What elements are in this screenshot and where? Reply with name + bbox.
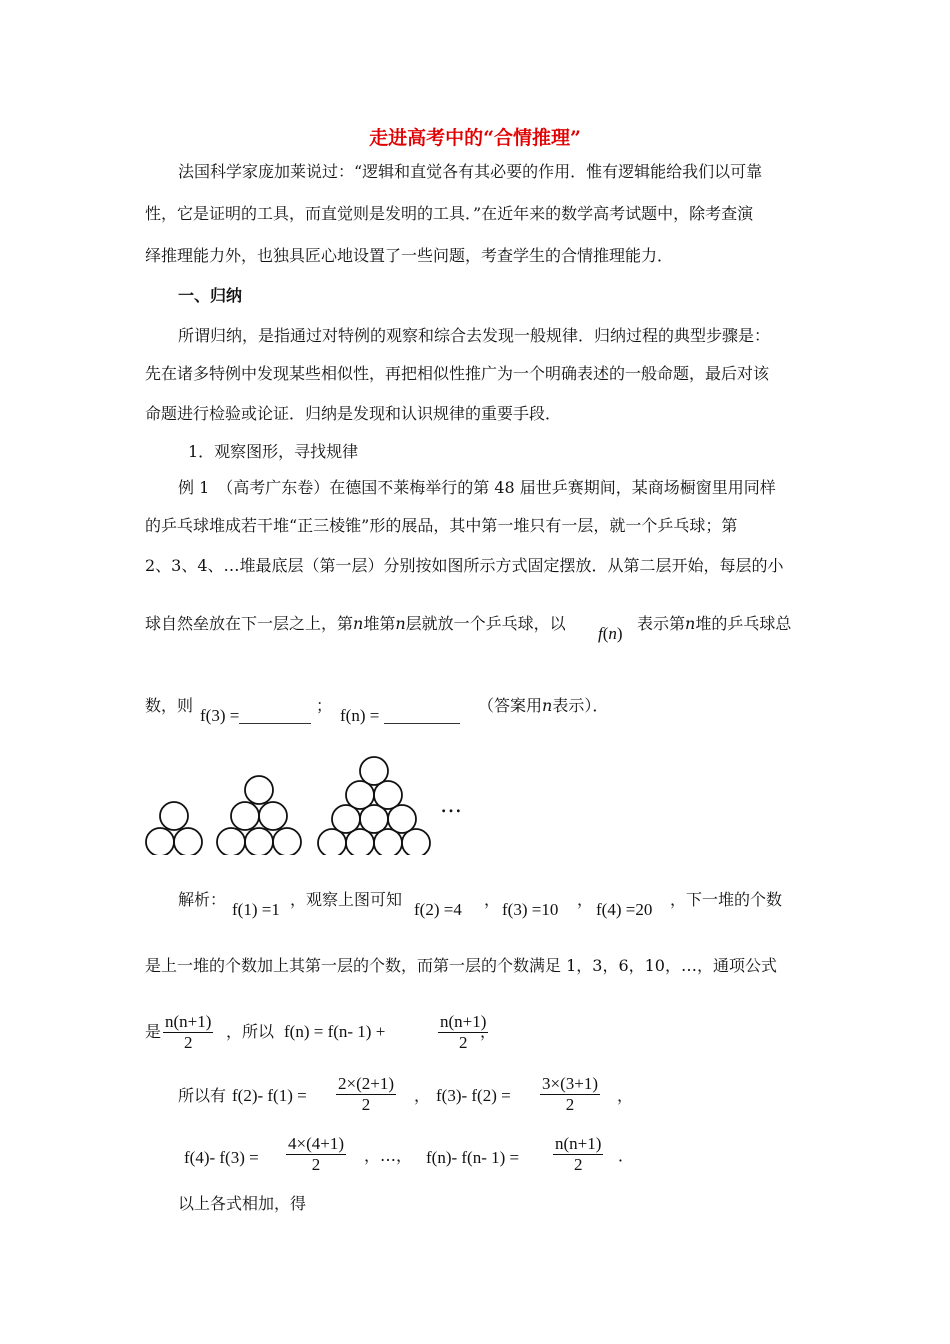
ball (174, 828, 202, 855)
comma: ， (577, 890, 594, 909)
example-text: 表示第 (637, 614, 686, 633)
ball (217, 828, 245, 855)
example-line-4 (145, 614, 566, 634)
section-body-line-3: 命题进行检验或论证．归纳是发现和认识规律的重要手段． (145, 404, 562, 423)
semicolon: ； (316, 696, 333, 715)
intro-line-3: 绎推理能力外，也独具匠心地设置了一些问题，考查学生的合情推理能力． (145, 246, 674, 265)
fraction-denominator: 2 (565, 1095, 575, 1114)
example-text: 堆的乒乓球总 (695, 614, 792, 633)
var-n: n (395, 614, 406, 633)
example-line-3: 2、3、4、…堆最底层（第一层）分别按如图所示方式固定摆放．从第二层开始，每层的小 (145, 556, 784, 575)
fraction-denominator: 2 (183, 1033, 193, 1052)
formula-diff-4-3: f(4)- f(3) = (184, 1148, 259, 1167)
period: ． (618, 1146, 635, 1165)
figure-ellipsis: … (440, 793, 464, 818)
ball (231, 802, 259, 830)
fraction-denominator: 2 (458, 1033, 468, 1052)
solution-observe: ，观察上图可知 (290, 890, 403, 909)
example-text: （答案用 (478, 696, 543, 715)
comma: ， (484, 890, 501, 909)
ball (146, 828, 174, 855)
answer-blank-2 (384, 711, 460, 724)
solution-line-2: 是上一堆的个数加上其第一层的个数，而第一层的个数满足 1，3，6，10，…，通项公式 (145, 956, 777, 975)
example-text: 表示）． (552, 696, 609, 715)
ball (259, 802, 287, 830)
pingpong-stacks-figure (0, 755, 950, 855)
ball (374, 829, 402, 855)
formula-diff-3-2: f(3)- f(2) = (436, 1086, 511, 1105)
fraction-numerator: n(n+1) (165, 1012, 212, 1031)
formula-f4: f(4) =20 (596, 900, 653, 919)
fraction-denominator: 2 (311, 1155, 321, 1174)
fraction-numerator: 3×(3+1) (542, 1074, 598, 1093)
intro-line-1: 法国科学家庞加莱说过：“逻辑和直觉各有其必要的作用．惟有逻辑能给我们以可靠 (178, 162, 763, 181)
ball (273, 828, 301, 855)
formula-diff-2-1: f(2)- f(1) = (232, 1086, 307, 1105)
example-line-2: 的乒乓球堆成若干堆“正三棱锥”形的展品，其中第一堆只有一层，就一个乒乓球；第 (145, 516, 738, 535)
fraction-diff-n (553, 1134, 603, 1175)
fraction-diff-4-3 (286, 1134, 346, 1175)
subsection-heading: 1．观察图形，寻找规律 (188, 442, 359, 461)
ball (346, 829, 374, 855)
fraction-numerator: 4×(4+1) (288, 1134, 344, 1153)
example-line-5 (145, 696, 193, 716)
fraction-diff-2-1 (336, 1074, 396, 1115)
formula-fn-eq: f(n) = (340, 706, 380, 725)
comma: ， (617, 1086, 634, 1105)
comma: ， (480, 1022, 497, 1041)
fraction-diff-3-2 (540, 1074, 600, 1115)
example-line-4-tail (637, 614, 791, 634)
section-body-line-2: 先在诸多特例中发现某些相似性，再把相似性推广为一个明确表述的一般命题，最后对该 (145, 364, 770, 383)
fraction-denominator: 2 (573, 1155, 583, 1174)
formula-f2: f(2) =4 (414, 900, 462, 919)
section-body-line-1: 所谓归纳，是指通过对特例的观察和综合去发现一般规律．归纳过程的典型步骤是： (178, 326, 771, 345)
fraction-numerator: n(n+1) (555, 1134, 602, 1153)
var-n: n (685, 614, 696, 633)
section-heading-induction: 一、归纳 (178, 286, 243, 305)
fraction-numerator: n(n+1) (440, 1012, 487, 1031)
example-text: 层就放一个乒乓球，以 (405, 614, 566, 633)
ball (318, 829, 346, 855)
formula-fn-blank (340, 706, 460, 726)
example-text: 球自然垒放在下一层之上，第 (145, 614, 354, 633)
example-line-1: 例 1 （高考广东卷）在德国不莱梅举行的第 48 届世乒赛期间，某商场橱窗里用同样 (178, 478, 776, 497)
formula-f3-value: f(3) =10 (502, 900, 559, 919)
var-n: n (353, 614, 364, 633)
solution-next: ，下一堆的个数 (670, 890, 783, 909)
var-n: n (608, 624, 617, 643)
solution-add-line: 以上各式相加，得 (178, 1194, 307, 1213)
fraction-numerator: 2×(2+1) (338, 1074, 394, 1093)
formula-f3: f(3) = (200, 706, 240, 725)
fraction-denominator: 2 (361, 1095, 371, 1114)
formula-f1: f(1) =1 (232, 900, 280, 919)
solution-label: 解析： (178, 890, 227, 909)
ball (245, 828, 273, 855)
answer-hint (478, 696, 608, 716)
formula-f3-blank (200, 706, 311, 726)
page-title: 走进高考中的“合情推理” (369, 127, 581, 149)
solution-so: ，所以 (226, 1022, 275, 1041)
comma: ， (414, 1086, 431, 1105)
intro-line-2: 性，它是证明的工具，而直觉则是发明的工具．”在近年来的数学高考试题中，除考查演 (145, 204, 754, 223)
ball (160, 802, 188, 830)
ball (402, 829, 430, 855)
answer-blank-1 (239, 711, 311, 724)
example-text: 堆第 (363, 614, 396, 633)
solution-is: 是 (145, 1022, 162, 1041)
ball (245, 776, 273, 804)
solution-so-have: 所以有 (178, 1086, 227, 1105)
formula-diff-n: f(n)- f(n- 1) = (426, 1148, 520, 1167)
var-n: n (542, 696, 553, 715)
ellipsis-separator: ，…， (364, 1146, 413, 1165)
example-text: 数，则 (145, 696, 194, 715)
formula-fn: f(n) (598, 624, 623, 643)
fraction-general-term (163, 1012, 213, 1053)
formula-recurrence: f(n) = f(n- 1) + (284, 1022, 386, 1041)
